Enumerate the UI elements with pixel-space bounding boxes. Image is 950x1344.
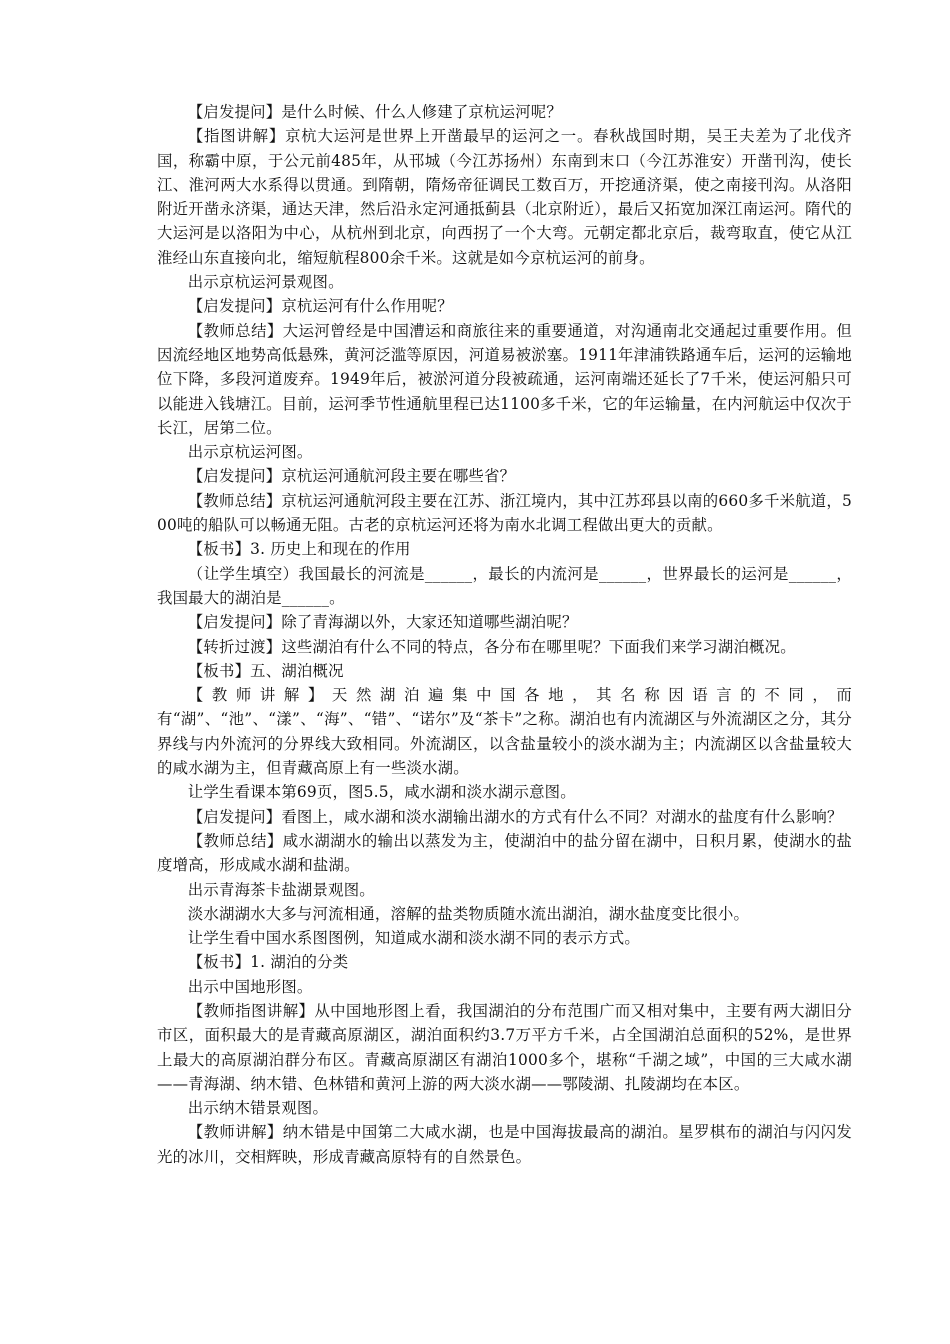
paragraph: 【启发提问】京杭运河通航河段主要在哪些省？	[187, 467, 516, 486]
paragraph: 【板书】3. 历史上和现在的作用	[187, 540, 411, 559]
paragraph: 【教师讲解】天然湖泊遍集中国各地，其名称因语言的不同，而有“湖”、“池”、“漾”、“海”、“错”、“诺尔”及“茶卡”之称。湖泊也有内流湖区与外流湖区之分，其分界线与内外流河的分界线大致相同。外流湖区，以含盐量较小的淡水湖为主；内流湖区以含盐量较大的咸水湖为主，但青藏高原上有一些淡水湖。	[157, 686, 852, 778]
paragraph: 出示青海茶卡盐湖景观图。	[187, 880, 375, 899]
paragraph: （让学生填空）我国最长的河流是______，最长的内流河是______，世界最长的运河是______，我国最大的湖泊是______。	[157, 564, 852, 607]
paragraph: 【启发提问】除了青海湖以外，大家还知道哪些湖泊呢？	[187, 613, 578, 632]
paragraph: 【教师总结】咸水湖湖水的输出以蒸发为主，使湖泊中的盐分留在湖中，日积月累，使湖水的盐度增高，形成咸水湖和盐湖。	[157, 831, 852, 875]
paragraph: 【启发提问】京杭运河有什么作用呢？	[187, 297, 453, 316]
paragraph: 【教师总结】京杭运河通航河段主要在江苏、浙江境内，其中江苏邳县以南的660多千米航道，500吨的船队可以畅通无阻。古老的京杭运河还将为南水北调工程做出更大的贡献。	[157, 491, 852, 535]
paragraph: 出示京杭运河景观图。	[187, 273, 344, 292]
paragraph: 让学生看中国水系图图例，知道咸水湖和淡水湖不同的表示方式。	[187, 929, 640, 948]
paragraph: 淡水湖湖水大多与河流相通，溶解的盐类物质随水流出湖泊，湖水盐度变比很小。	[187, 904, 750, 923]
paragraph: 出示纳木错景观图。	[187, 1099, 329, 1118]
paragraph: 出示京杭运河图。	[187, 443, 313, 462]
paragraph: 【启发提问】看图上，咸水湖和淡水湖输出湖水的方式有什么不同？对湖水的盐度有什么影响？	[187, 807, 843, 826]
paragraph: 【指图讲解】京杭大运河是世界上开凿最早的运河之一。春秋战国时期，吴王夫差为了北伐齐国，称霸中原，于公元前485年，从邗城（今江苏扬州）东南到末口（今江苏淮安）开凿刊沟，使长江、淮河两大水系得以贯通。到隋朝，隋炀帝征调民工数百万，开挖通济渠，使之南接刊沟。从洛阳附近开凿永济渠，通达天津，然后沿永定河通抵蓟县（北京附近），最后又拓宽加深江南运河。隋代的大运河是以洛阳为中心，从杭州到北京，向西拐了一个大弯。元朝定都北京后，裁弯取直，使它从江淮经山东直接向北，缩短航程800余千米。这就是如今京杭运河的前身。	[157, 127, 852, 267]
document-body	[157, 100, 852, 1169]
paragraph: 出示中国地形图。	[187, 977, 313, 996]
paragraph: 【转折过渡】这些湖泊有什么不同的特点，各分布在哪里呢？下面我们来学习湖泊概况。	[187, 637, 796, 656]
paragraph: 【教师总结】大运河曾经是中国漕运和商旅往来的重要通道，对沟通南北交通起过重要作用。但因流经地区地势高低悬殊，黄河泛滥等原因，河道易被淤塞。1911年津浦铁路通车后，运河的运输地位下降，多段河道废弃。1949年后，被淤河道分段被疏通，运河南端还延长了7千米，使运河船只可以能进入钱塘江。目前，运河季节性通航里程已达1100多千米，它的年运输量，在内河航运中仅次于长江，居第二位。	[157, 321, 852, 437]
paragraph: 【板书】五、湖泊概况	[187, 661, 344, 680]
paragraph: 【启发提问】是什么时候、什么人修建了京杭运河呢？	[187, 103, 562, 121]
paragraph: 【教师讲解】纳木错是中国第二大咸水湖，也是中国海拔最高的湖泊。星罗棋布的湖泊与闪闪发光的冰川，交相辉映，形成青藏高原特有的自然景色。	[157, 1123, 852, 1166]
paragraph: 【板书】1. 湖泊的分类	[187, 953, 349, 972]
paragraph: 让学生看课本第69页，图5.5，咸水湖和淡水湖示意图。	[187, 783, 576, 802]
paragraph: 【教师指图讲解】从中国地形图上看，我国湖泊的分布范围广而又相对集中，主要有两大湖旧分市区，面积最大的是青藏高原湖区，湖泊面积约3.7万平方千米，占全国湖泊总面积的52%，是世界上最大的高原湖泊群分布区。青藏高原湖区有湖泊1000多个，堪称“千湖之域”，中国的三大咸水湖——青海湖、纳木错、色林错和黄河上游的两大淡水湖——鄂陵湖、扎陵湖均在本区。	[157, 1001, 852, 1093]
